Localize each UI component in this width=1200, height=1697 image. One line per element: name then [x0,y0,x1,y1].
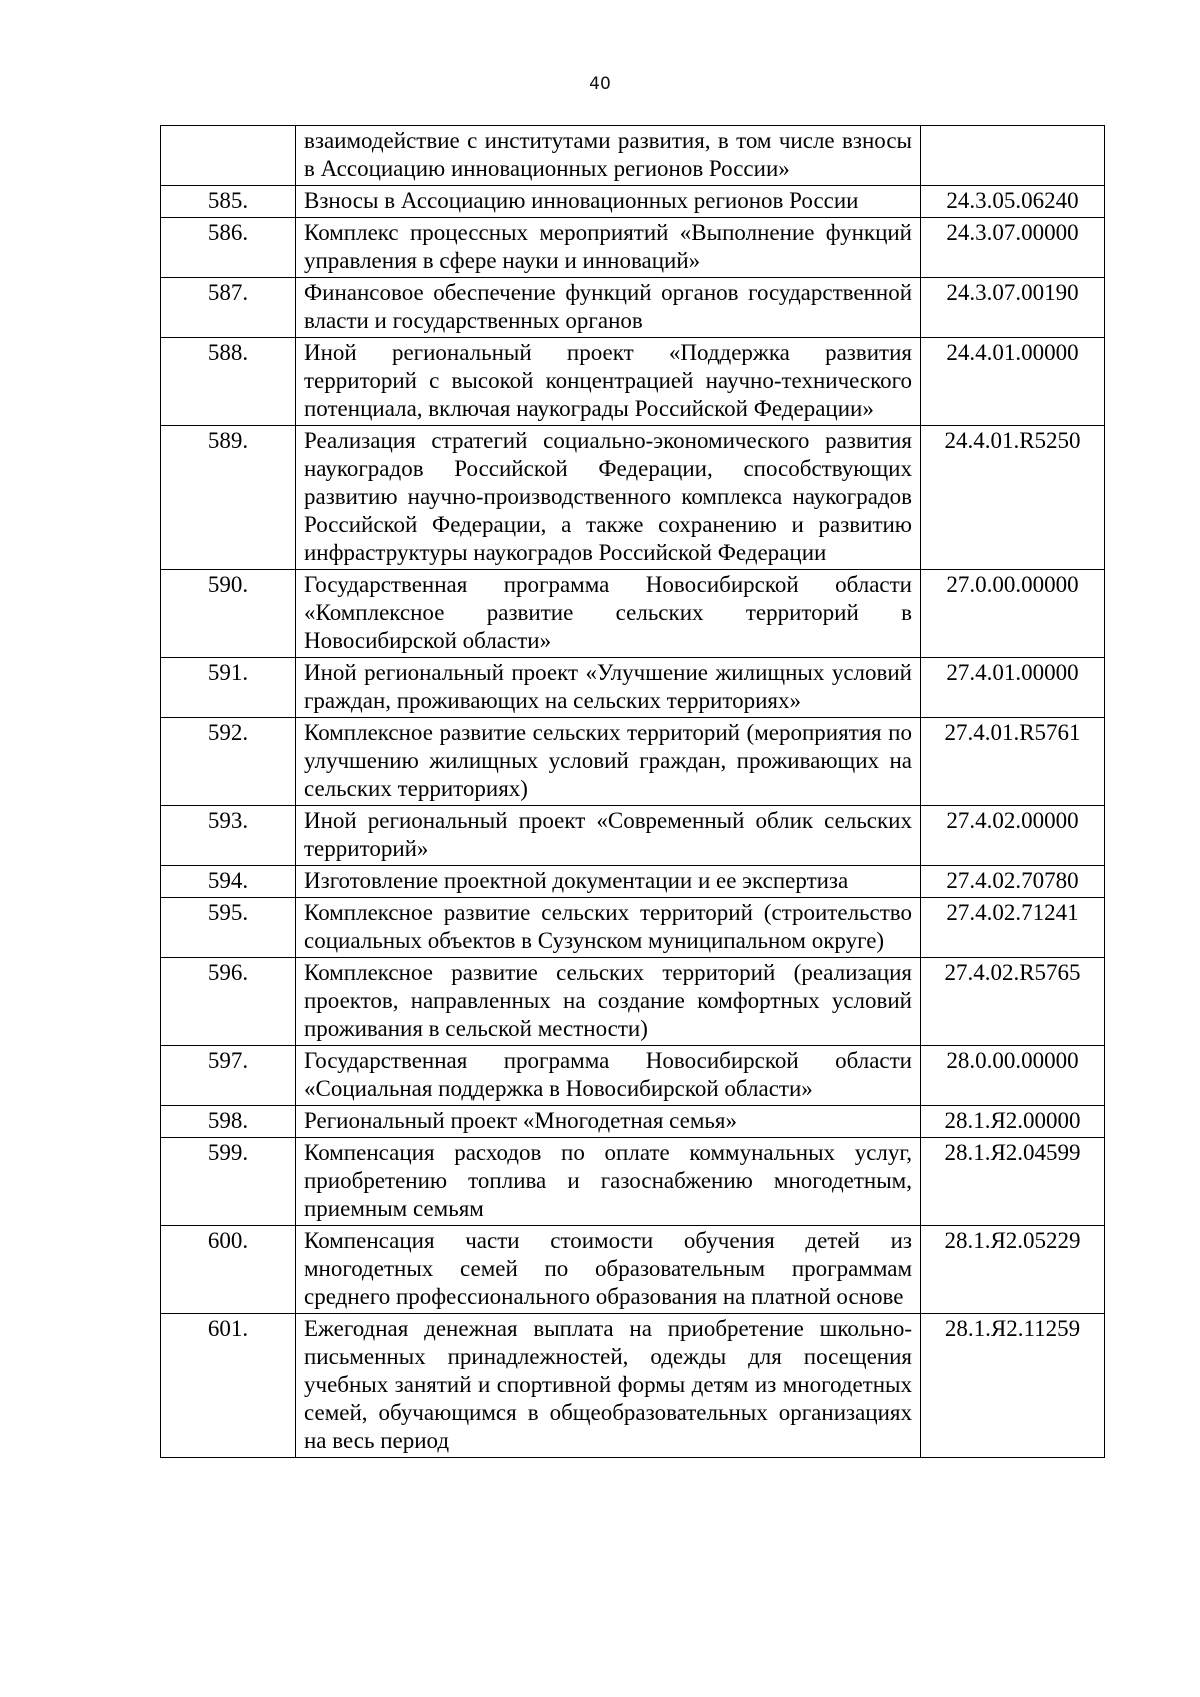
row-number: 594. [161,866,296,898]
table-row [161,806,1105,866]
row-number: 598. [161,1106,296,1138]
row-name: Взносы в Ассоциацию инновационных регионов России [296,186,921,218]
table-row [161,898,1105,958]
table-row [161,278,1105,338]
table-row [161,338,1105,426]
row-code: 28.1.Я2.00000 [921,1106,1105,1138]
row-name: Государственная программа Новосибирской области «Комплексное развитие сельских территорий в Новосибирской области» [296,570,921,658]
row-name: Компенсация части стоимости обучения детей из многодетных семей по образовательным программам среднего профессионального образования на платной основе [296,1226,921,1314]
row-number: 601. [161,1314,296,1458]
row-number: 600. [161,1226,296,1314]
row-code: 27.4.02.00000 [921,806,1105,866]
table-row [161,570,1105,658]
table-row [161,1226,1105,1314]
row-code: 27.0.00.00000 [921,570,1105,658]
table-row [161,718,1105,806]
row-code [921,126,1105,186]
row-number: 585. [161,186,296,218]
table-row [161,186,1105,218]
row-code: 28.0.00.00000 [921,1046,1105,1106]
row-code: 24.3.05.06240 [921,186,1105,218]
table-row [161,866,1105,898]
row-code: 24.3.07.00000 [921,218,1105,278]
row-name: Региональный проект «Многодетная семья» [296,1106,921,1138]
row-name: Финансовое обеспечение функций органов государственной власти и государственных органов [296,278,921,338]
row-code: 27.4.02.R5765 [921,958,1105,1046]
table-row [161,958,1105,1046]
table-row [161,426,1105,570]
row-number: 590. [161,570,296,658]
row-code: 24.4.01.R5250 [921,426,1105,570]
row-name: взаимодействие с институтами развития, в том числе взносы в Ассоциацию инновационных регионов России» [296,126,921,186]
row-code: 27.4.02.70780 [921,866,1105,898]
row-number: 592. [161,718,296,806]
table-row [161,658,1105,718]
page-number: 40 [589,74,611,94]
row-code: 24.3.07.00190 [921,278,1105,338]
row-name: Комплексное развитие сельских территорий (мероприятия по улучшению жилищных условий граждан, проживающих на сельских территориях) [296,718,921,806]
row-number: 597. [161,1046,296,1106]
row-code: 27.4.01.00000 [921,658,1105,718]
row-number: 589. [161,426,296,570]
row-name: Компенсация расходов по оплате коммунальных услуг, приобретению топлива и газоснабжению многодетным, приемным семьям [296,1138,921,1226]
table-row [161,126,1105,186]
budget-code-table [160,125,1105,1458]
table-row [161,218,1105,278]
row-name: Изготовление проектной документации и ее экспертиза [296,866,921,898]
table-row [161,1106,1105,1138]
row-name: Комплексное развитие сельских территорий (строительство социальных объектов в Сузунском муниципальном округе) [296,898,921,958]
row-name: Реализация стратегий социально-экономического развития наукоградов Российской Федерации, способствующих развитию научно-производственного комплекса наукоградов Российской Федерации, а также сохранению и развитию инфраструктуры наукоградов Российской Федерации [296,426,921,570]
row-name: Государственная программа Новосибирской области «Социальная поддержка в Новосибирской области» [296,1046,921,1106]
row-name: Комплексное развитие сельских территорий (реализация проектов, направленных на создание комфортных условий проживания в сельской местности) [296,958,921,1046]
row-number: 595. [161,898,296,958]
row-name: Комплекс процессных мероприятий «Выполнение функций управления в сфере науки и инноваций» [296,218,921,278]
table-row [161,1314,1105,1458]
row-number: 591. [161,658,296,718]
row-number: 599. [161,1138,296,1226]
row-number: 596. [161,958,296,1046]
row-name: Иной региональный проект «Улучшение жилищных условий граждан, проживающих на сельских территориях» [296,658,921,718]
row-code: 24.4.01.00000 [921,338,1105,426]
row-name: Ежегодная денежная выплата на приобретение школьно-письменных принадлежностей, одежды для посещения учебных занятий и спортивной формы детям из многодетных семей, обучающимся в общеобразовательных организациях на весь период [296,1314,921,1458]
row-code: 28.1.Я2.04599 [921,1138,1105,1226]
row-name: Иной региональный проект «Поддержка развития территорий с высокой концентрацией научно-технического потенциала, включая наукограды Российской Федерации» [296,338,921,426]
row-number: 593. [161,806,296,866]
row-code: 28.1.Я2.11259 [921,1314,1105,1458]
row-name: Иной региональный проект «Современный облик сельских территорий» [296,806,921,866]
row-code: 28.1.Я2.05229 [921,1226,1105,1314]
row-number [161,126,296,186]
row-code: 27.4.02.71241 [921,898,1105,958]
row-number: 587. [161,278,296,338]
table-row [161,1046,1105,1106]
row-number: 586. [161,218,296,278]
table-row [161,1138,1105,1226]
row-code: 27.4.01.R5761 [921,718,1105,806]
row-number: 588. [161,338,296,426]
